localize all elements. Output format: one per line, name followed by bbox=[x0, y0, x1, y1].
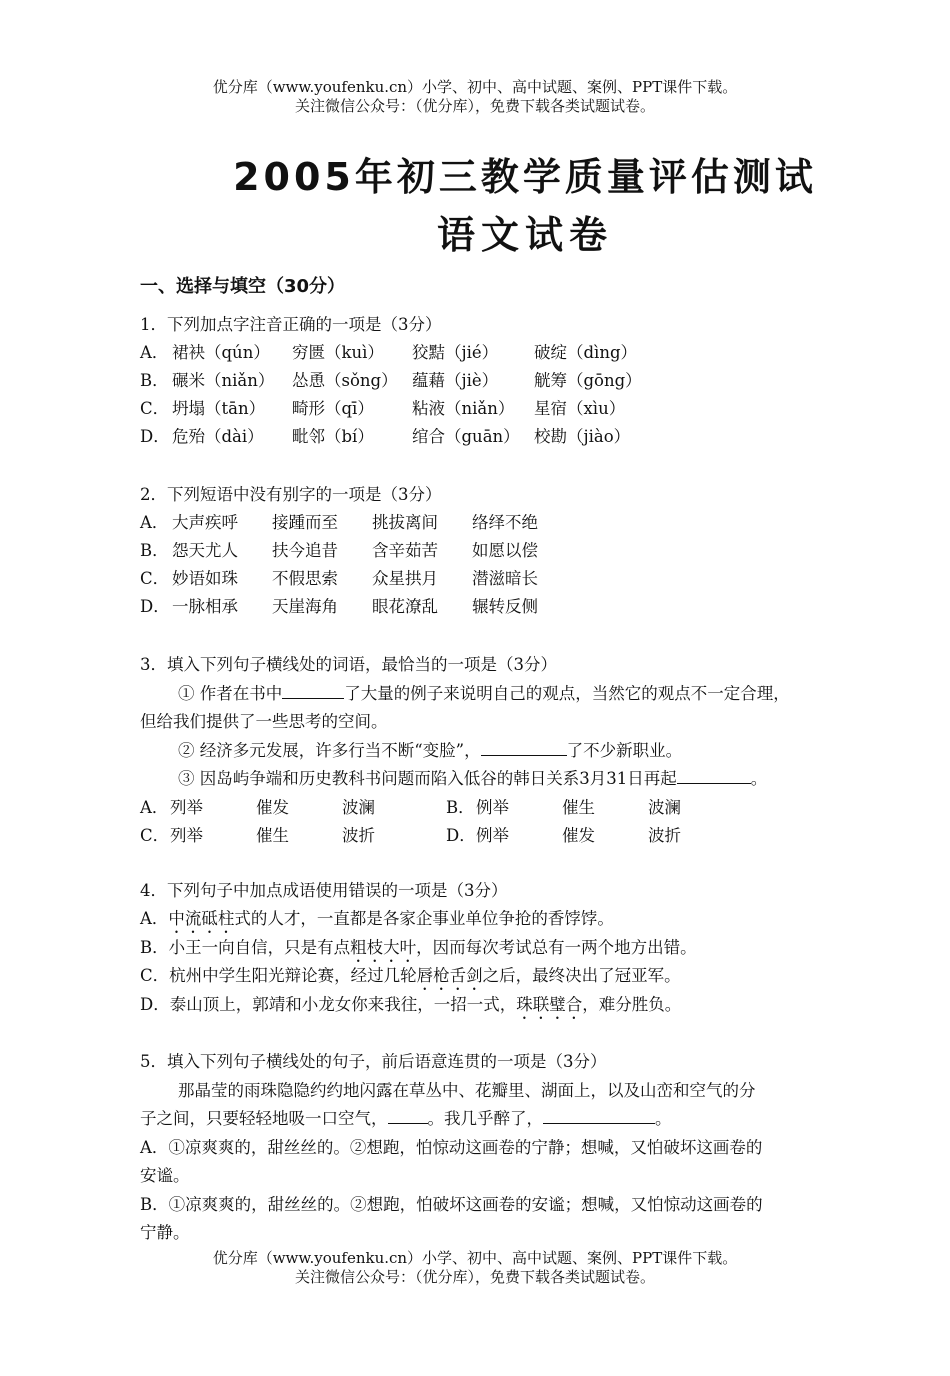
q3-stem: 3．填入下列句子横线处的词语，最恰当的一项是（3分） bbox=[140, 655, 557, 674]
exam-subtitle: 语文试卷 bbox=[436, 213, 613, 257]
q4-option-b: B．小王一向自信，只是有点粗枝大叶，因而每次考试总有一两个地方出错。 bbox=[140, 938, 697, 957]
page-header bbox=[0, 78, 950, 116]
q2-option-a: A． 大声疾呼 接踵而至 挑拔离间 络绎不绝 bbox=[140, 513, 538, 532]
q4-option-d: D．泰山顶上，郭靖和小龙女你来我往，一招一式，珠联璧合，难分胜负。 bbox=[140, 995, 682, 1014]
q5-option-b-line-1: B．①凉爽爽的，甜丝丝的。②想跑，怕破坏这画卷的安谧；想喊，又怕惊动这画卷的 bbox=[140, 1195, 763, 1214]
header-line-2: 关注微信公众号：（优分库），免费下载各类试题试卷。 bbox=[294, 97, 655, 115]
q3-blank-3 bbox=[677, 769, 751, 784]
q5-option-b-line-2: 宁静。 bbox=[140, 1223, 190, 1242]
q3-blank-2 bbox=[481, 741, 567, 756]
q2-option-b: B． 怨天尤人 扶今追昔 含辛茹苦 如愿以偿 bbox=[140, 541, 538, 560]
q4-dotted-idiom-d: 珠联璧合 bbox=[516, 995, 583, 1014]
q5-stem: 5．填入下列句子横线处的句子，前后语意连贯的一项是（3分） bbox=[140, 1052, 607, 1071]
q5-option-a-line-1: A．①凉爽爽的，甜丝丝的。②想跑，怕惊动这画卷的宁静；想喊，又怕破坏这画卷的 bbox=[140, 1138, 763, 1157]
q4-dotted-idiom-a: 中流砥柱 bbox=[168, 909, 235, 928]
q5-blank-2 bbox=[543, 1109, 655, 1124]
q1-option-d: D． 危殆（dài） 毗邻（bí） 绾合（guān） 校勘（jiào） bbox=[140, 427, 631, 446]
q1-option-b: B． 碾米（niǎn） 怂恿（sǒng） 蕴藉（jiè） 觥筹（gōng） bbox=[140, 371, 642, 390]
q3-sentence-1: ① 作者在书中 了大量的例子来说明自己的观点，当然它的观点不一定合理， bbox=[178, 684, 790, 703]
page-footer bbox=[0, 1249, 950, 1287]
q3-blank-1 bbox=[282, 684, 344, 699]
q3-sentence-1-cont: 但给我们提供了一些思考的空间。 bbox=[140, 712, 388, 731]
q4-option-c: C．杭州中学生阳光辩论赛，经过几轮唇枪舌剑之后，最终决出了冠亚军。 bbox=[140, 966, 681, 985]
q3-options-cd: C．列举 催生 波折 D．例举 催发 波折 bbox=[140, 826, 681, 845]
footer-line-1: 优分库（www.youfenku.cn）小学、初中、高中试题、案例、PPT课件下载。 bbox=[212, 1249, 738, 1267]
q5-blank-1 bbox=[388, 1109, 428, 1124]
q3-sentence-2: ② 经济多元发展，许多行当不断“变脸”， 了不少新职业。 bbox=[178, 741, 683, 760]
q1-stem: 1．下列加点字注音正确的一项是（3分） bbox=[140, 315, 442, 334]
q5-passage-line-2: 子之间，只要轻轻地吸一口空气， 。我几乎醉了， 。 bbox=[140, 1109, 672, 1128]
q5-option-a-line-2: 安谧。 bbox=[140, 1166, 190, 1185]
q2-option-c: C． 妙语如珠 不假思索 众星拱月 潜滋暗长 bbox=[140, 569, 538, 588]
footer-line-2: 关注微信公众号：（优分库），免费下载各类试题试卷。 bbox=[294, 1268, 655, 1286]
section-heading: 一、选择与填空（30分） bbox=[140, 276, 346, 297]
q2-stem: 2．下列短语中没有别字的一项是（3分） bbox=[140, 485, 442, 504]
q4-stem: 4．下列句子中加点成语使用错误的一项是（3分） bbox=[140, 881, 508, 900]
q4-dotted-idiom-c: 唇枪舌剑 bbox=[416, 966, 483, 985]
q3-sentence-3: ③ 因岛屿争端和历史教科书问题而陷入低谷的韩日关系3月31日再起 。 bbox=[178, 769, 768, 788]
q2-option-d: D． 一脉相承 天崖海角 眼花潦乱 辗转反侧 bbox=[140, 597, 538, 616]
header-line-1: 优分库（www.youfenku.cn）小学、初中、高中试题、案例、PPT课件下载。 bbox=[212, 78, 738, 96]
q5-passage-line-1: 那晶莹的雨珠隐隐约约地闪露在草丛中、花瓣里、湖面上，以及山峦和空气的分 bbox=[178, 1081, 756, 1100]
q1-option-a: A． 裙袂（qún） 穷匮（kuì） 狡黠（jié） 破绽（dìng） bbox=[140, 343, 638, 362]
q1-option-c: C． 坍塌（tān） 畸形（qī） 粘液（niǎn） 星宿（xìu） bbox=[140, 399, 626, 418]
q3-options-ab: A．列举 催发 波澜 B．例举 催生 波澜 bbox=[140, 798, 681, 817]
exam-title: 2005年初三教学质量评估测试 bbox=[233, 155, 817, 199]
q4-dotted-idiom-b: 粗枝大叶 bbox=[350, 938, 417, 957]
q4-option-a: A．中流砥柱式的人才，一直都是各家企事业单位争抢的香饽饽。 bbox=[140, 909, 614, 928]
